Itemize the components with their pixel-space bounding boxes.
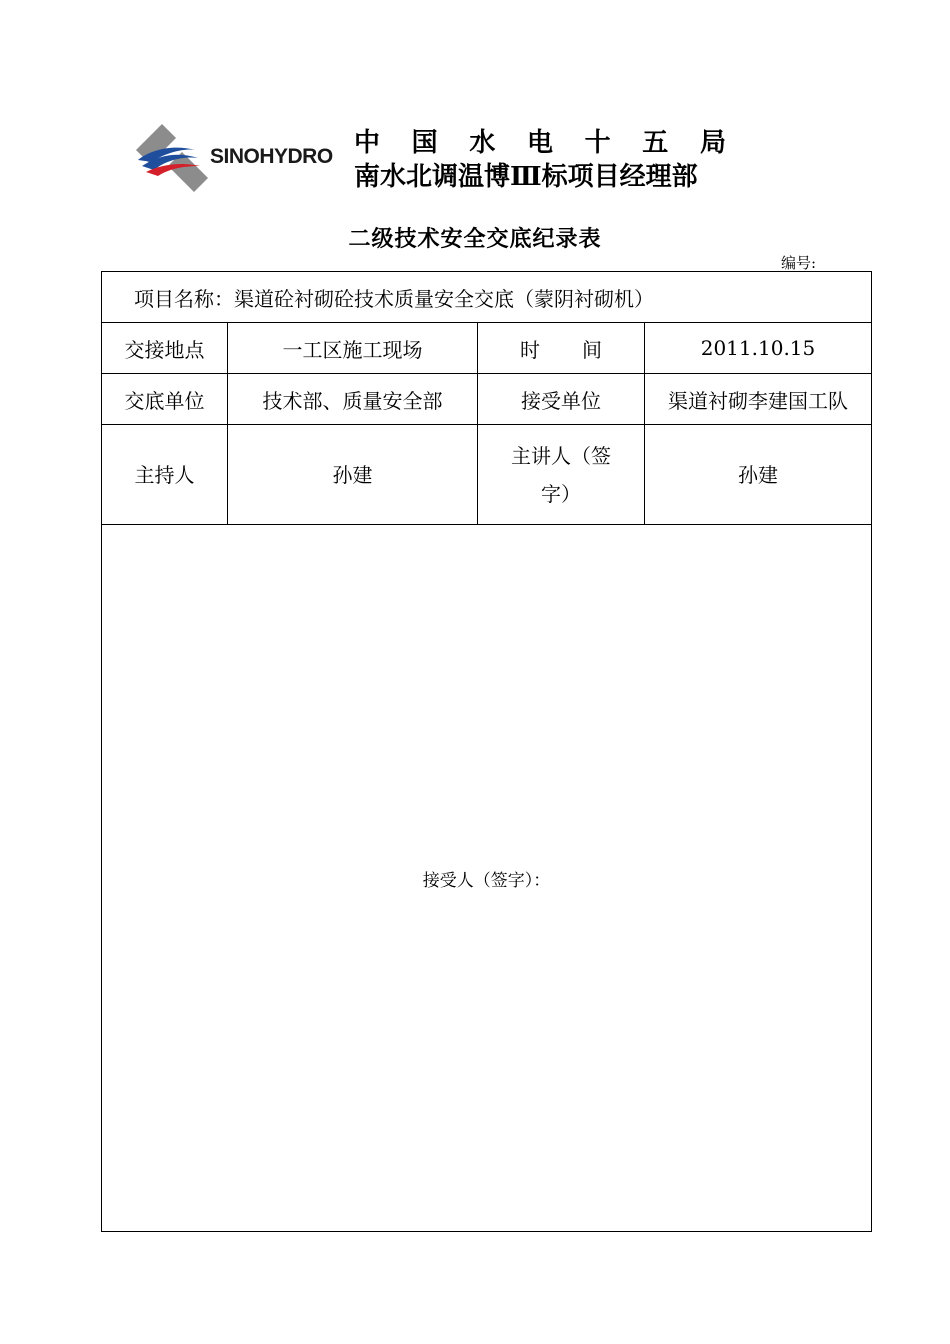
speaker-value: 孙建	[645, 425, 872, 525]
project-name-cell	[102, 272, 872, 323]
org-char: 中	[354, 128, 381, 158]
org-char: 五	[642, 128, 669, 158]
host-label: 主持人	[102, 425, 228, 525]
location-value: 一工区施工现场	[228, 323, 478, 374]
project-row	[102, 272, 872, 323]
receiver-label: 接受人（签字）：	[422, 870, 551, 891]
host-value: 孙建	[228, 425, 478, 525]
project-name-label: 项目名称：	[134, 286, 234, 311]
receiver-row	[102, 525, 872, 1232]
location-label: 交接地点	[102, 323, 228, 374]
org-char: 电	[526, 128, 553, 158]
time-value: 2011.10.15	[645, 323, 872, 374]
org-char: 局	[699, 128, 726, 158]
receiving-unit-label: 接受单位	[478, 374, 645, 425]
speaker-label: 主讲人（签字）	[478, 425, 645, 525]
org-char: 国	[411, 128, 438, 158]
unit-row	[102, 374, 872, 425]
brand-name: SINOHYDRO	[210, 145, 333, 168]
time-label	[478, 323, 645, 374]
project-name-value: 渠道砼衬砌砼技术质量安全交底（蒙阴衬砌机）	[234, 286, 654, 311]
briefing-record-table	[101, 271, 872, 1232]
time-label-char: 间	[582, 337, 602, 362]
document-title: 二级技术安全交底纪录表	[348, 226, 602, 252]
sinohydro-emblem-icon	[132, 122, 212, 194]
org-char: 十	[584, 128, 611, 158]
location-time-row	[102, 323, 872, 374]
project-department-name: 南水北调温博Ⅲ标项目经理部	[354, 162, 698, 192]
issuing-unit-label: 交底单位	[102, 374, 228, 425]
organization-name	[354, 122, 726, 159]
receiving-unit-value: 渠道衬砌李建国工队	[645, 374, 872, 425]
issuing-unit-value: 技术部、质量安全部	[228, 374, 478, 425]
time-label-char: 时	[520, 337, 540, 362]
org-char: 水	[469, 128, 496, 158]
receiver-signature-area[interactable]	[102, 525, 872, 1232]
document-number-label: 编号:	[781, 254, 817, 272]
host-speaker-row	[102, 425, 872, 525]
